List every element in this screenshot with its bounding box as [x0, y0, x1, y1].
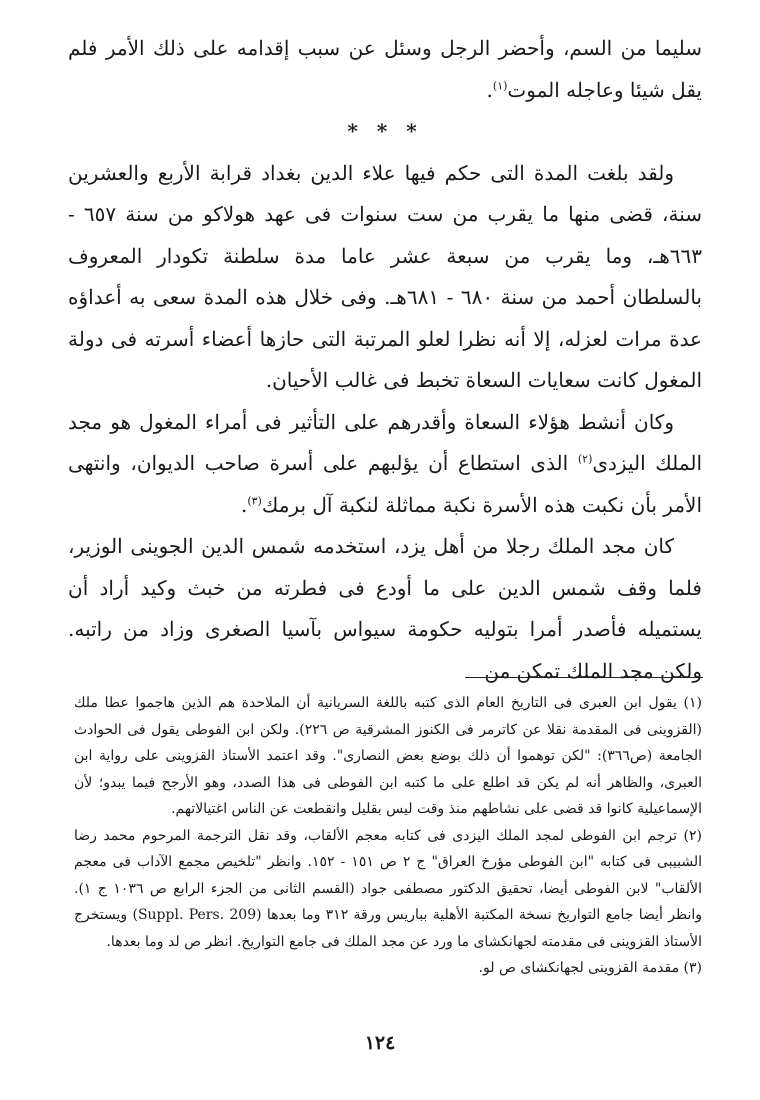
footnote-1: (١) يقول ابن العبرى فى التاريخ العام الذى كتبه باللغة السريانية أن الملاحدة هم الذين هاجموا عطا ملك (القزوينى فى المقدمة نقلا عن كاترمر فى الكنوز المشرقية ص ٢٢٦). ولكن ابن الفوطى يقول فى الحوادث الجامعة (ص٣٦٦): "لكن توهموا أن ذلك بوضع بعض النصارى". وقد اعتمد الأستاذ القزوينى على رواية ابن العبرى، والظاهر أنه لم يكن قد اطلع على ما كتبه ابن الفوطى فى هذا الصدد، وهو الأرجح فيما يبدو؛ لأن الإسماعيلية كانوا قد قضى على نشاطهم منذ وقت ليس بقليل وانقطعت عن الناس اغتيالاتهم.	[74, 695, 702, 817]
paragraph-3-text-a: وكان أنشط هؤلاء السعاة وأقدرهم على التأثير فى أمراء المغول هو مجد الملك اليزدى	[68, 409, 702, 475]
paragraph-4: كان مجد الملك رجلا من أهل يزد، استخدمه شمس الدين الجوينى الوزير، فلما وقف شمس الدين على ما أودع فى فطرته من خبث وكيد أراد أن يستميله فأصدر أمرا بتوليه حكومة سيواس بآسيا الصغرى وزاد من راتبه. ولكن مجد الملك تمكن من	[68, 534, 702, 683]
page-number: ١٢٤	[364, 1032, 396, 1054]
paragraph-1-text: سليما من السم، وأحضر الرجل وسئل عن سبب إقدامه على ذلك الأمر فلم يقل شيئا وعاجله الموت	[68, 36, 702, 102]
paragraph-3: وكان أنشط هؤلاء السعاة وأقدرهم على التأثير فى أمراء المغول هو مجد الملك اليزدى$^{(٢)}$ الذى استطاع أن يؤلبهم على أسرة صاحب الديوان، وانتهى الأمر بأن نكبت هذه الأسرة نكبة مماثلة لنكبة آل برمك$^{(٣)}$.	[68, 409, 702, 517]
footnote-ref-2: (٢)	[577, 452, 593, 466]
paragraph-2: ولقد بلغت المدة التى حكم فيها علاء الدين بغداد قرابة الأربع والعشرين سنة، قضى منها ما يقرب من ست سنوات فى عهد هولاكو من سنة ٦٥٧ - ٦٦٣هـ، وما يقرب من سبعة عشر عاما مدة سلطنة تكودار المعروف بالسلطان أحمد من سنة ٦٨٠ - ٦٨١هـ. وفى خلال هذه المدة سعى به أعداؤه عدة مرات لعزله، إلا أنه نظرا لعلو المرتبة التى حازها أعضاء أسرته فى دولة المغول كانت سعايات السعاة تخبط فى غالب الأحيان.	[68, 160, 702, 392]
paragraph-3-text-b: الذى استطاع أن يؤلبهم على أسرة صاحب الديوان، وانتهى الأمر بأن نكبت هذه الأسرة نكبة مماثلة لنكبة آل برمك	[68, 451, 702, 517]
section-separator: * * *	[347, 119, 423, 143]
main-body-text	[68, 28, 702, 692]
footnote-3: (٣) مقدمة القزوينى لجهانكشاى ص لو.	[478, 960, 702, 976]
footnotes-section	[74, 690, 702, 982]
footnote-2: (٢) ترجم ابن الفوطى لمجد الملك اليزدى فى كتابه معجم الألقاب، وقد نقل الترجمة المرحوم محمد رضا الشبيبى فى كتابه "ابن الفوطى مؤرخ العراق" ج ٢ ص ١٥١ - ١٥٢. وانظر "تلخيص مجمع الآداب فى معجم الألقاب" لابن الفوطى أيضا، تحقيق الدكتور مصطفى جواد (القسم الثانى من الجزء الرابع ص ١٠٣٦ ج ١). وانظر أيضا جامع التواريخ نسخة المكتبة الأهلية بباريس ورقة ٣١٢ وما بعدها (Suppl. Pers. 209) ويستخرج الأستاذ القزوينى فى مقدمته لجهانكشاى ما ورد عن مجد الملك فى جامع التواريخ. انظر ص لد وما بعدها.	[74, 827, 702, 950]
footnote-divider	[465, 677, 703, 678]
paragraph-1: سليما من السم، وأحضر الرجل وسئل عن سبب إقدامه على ذلك الأمر فلم يقل شيئا وعاجله الموت$^{(١)}$.	[68, 36, 702, 102]
footnote-ref-3: (٣)	[247, 493, 262, 507]
footnote-ref-1: (١)	[492, 78, 508, 92]
